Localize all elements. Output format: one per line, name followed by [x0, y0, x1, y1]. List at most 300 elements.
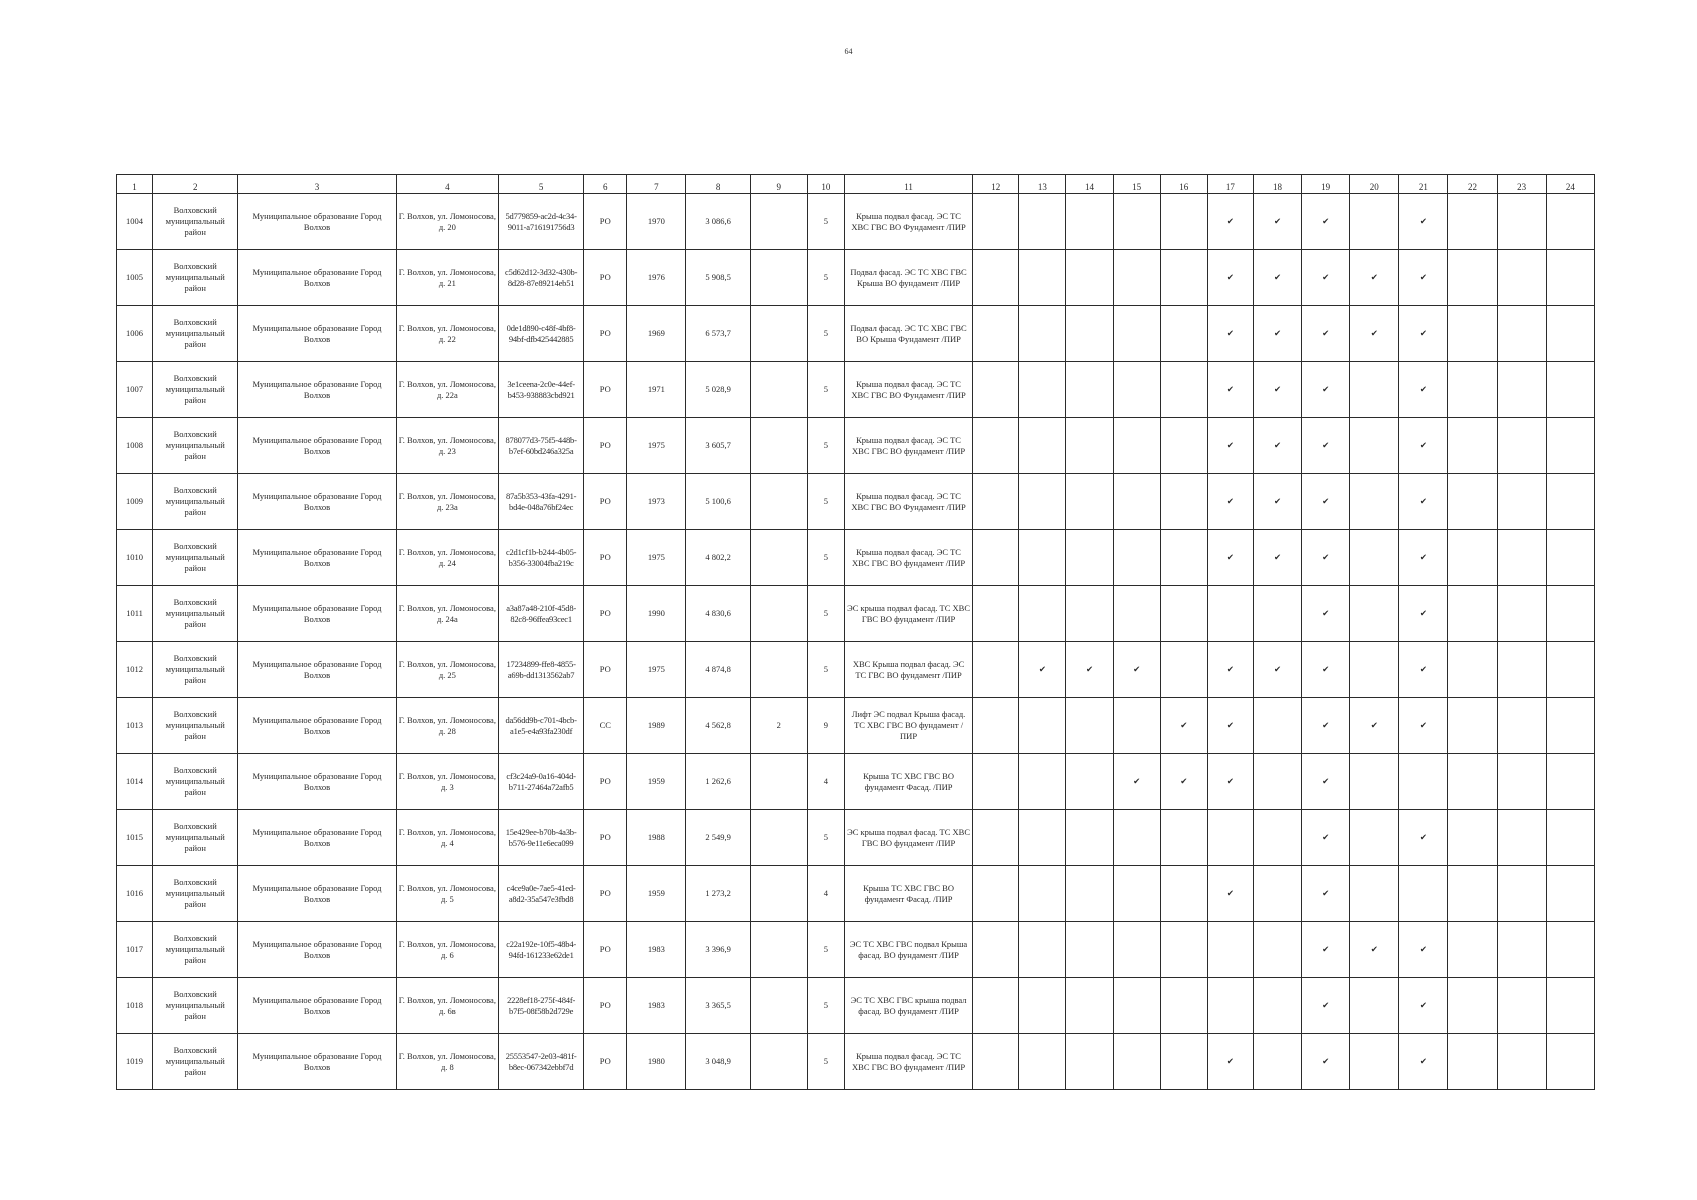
column-number-1: 1 — [117, 175, 153, 194]
empty-cell — [1399, 866, 1448, 922]
column-9-cell — [750, 194, 807, 250]
empty-cell — [1350, 194, 1399, 250]
check-mark-icon: ✔ — [1350, 698, 1399, 754]
empty-cell — [1546, 530, 1594, 586]
empty-cell — [1113, 698, 1160, 754]
check-mark-icon: ✔ — [1302, 530, 1350, 586]
check-mark-icon: ✔ — [1399, 530, 1448, 586]
empty-cell — [1448, 418, 1497, 474]
empty-cell — [1497, 866, 1546, 922]
district-cell: Волховский муниципальный район — [153, 418, 238, 474]
wall-material-cell: РО — [584, 810, 627, 866]
address-cell: Г. Волхов, ул. Ломоносова, д. 24 — [396, 530, 498, 586]
works-list-cell: Подвал фасад. ЭС ТС ХВС ГВС ВО Крыша Фундамент /ПИР — [844, 306, 972, 362]
wall-material-cell: РО — [584, 530, 627, 586]
empty-cell — [973, 698, 1019, 754]
table-row — [117, 978, 1595, 1034]
empty-cell — [1546, 306, 1594, 362]
district-cell: Волховский муниципальный район — [153, 810, 238, 866]
total-area-cell: 3 048,9 — [686, 1034, 750, 1090]
empty-cell — [1160, 810, 1207, 866]
municipality-cell: Муниципальное образование Город Волхов — [238, 194, 396, 250]
total-area-cell: 2 549,9 — [686, 810, 750, 866]
check-mark-icon: ✔ — [1302, 250, 1350, 306]
floors-cell: 5 — [807, 194, 844, 250]
address-cell: Г. Волхов, ул. Ломоносова, д. 4 — [396, 810, 498, 866]
floors-cell: 5 — [807, 978, 844, 1034]
wall-material-cell: РО — [584, 362, 627, 418]
empty-cell — [1253, 810, 1301, 866]
empty-cell — [1546, 642, 1594, 698]
empty-cell — [1160, 586, 1207, 642]
empty-cell — [1253, 754, 1301, 810]
empty-cell — [1497, 1034, 1546, 1090]
floors-cell: 4 — [807, 866, 844, 922]
empty-cell — [1113, 866, 1160, 922]
check-mark-icon: ✔ — [1207, 530, 1253, 586]
housing-register-table — [116, 174, 1595, 1090]
row-number: 1014 — [117, 754, 153, 810]
empty-cell — [1207, 978, 1253, 1034]
municipality-cell: Муниципальное образование Город Волхов — [238, 922, 396, 978]
district-cell: Волховский муниципальный район — [153, 754, 238, 810]
empty-cell — [1113, 306, 1160, 362]
total-area-cell: 1 273,2 — [686, 866, 750, 922]
empty-cell — [1019, 362, 1066, 418]
municipality-cell: Муниципальное образование Город Волхов — [238, 754, 396, 810]
table-row — [117, 418, 1595, 474]
table-row — [117, 642, 1595, 698]
check-mark-icon: ✔ — [1399, 922, 1448, 978]
wall-material-cell: РО — [584, 754, 627, 810]
empty-cell — [1350, 866, 1399, 922]
check-mark-icon: ✔ — [1207, 362, 1253, 418]
works-list-cell: Крыша подвал фасад. ЭС ТС ХВС ГВС ВО фундамент /ПИР — [844, 418, 972, 474]
empty-cell — [1497, 418, 1546, 474]
check-mark-icon: ✔ — [1399, 250, 1448, 306]
municipality-cell: Муниципальное образование Город Волхов — [238, 866, 396, 922]
empty-cell — [1160, 474, 1207, 530]
column-9-cell — [750, 250, 807, 306]
table-row — [117, 922, 1595, 978]
empty-cell — [1253, 978, 1301, 1034]
wall-material-cell: РО — [584, 306, 627, 362]
check-mark-icon: ✔ — [1399, 698, 1448, 754]
empty-cell — [1019, 194, 1066, 250]
empty-cell — [1546, 698, 1594, 754]
house-id-cell: cf3c24a9-0a16-404d-b711-27464a72afb5 — [499, 754, 584, 810]
empty-cell — [1546, 362, 1594, 418]
house-id-cell: c22a192e-10f5-48b4-94fd-161233e62de1 — [499, 922, 584, 978]
total-area-cell: 3 365,5 — [686, 978, 750, 1034]
house-id-cell: c5d62d12-3d32-430b-8d28-87e89214eb51 — [499, 250, 584, 306]
total-area-cell: 3 396,9 — [686, 922, 750, 978]
row-number: 1005 — [117, 250, 153, 306]
year-built-cell: 1971 — [627, 362, 686, 418]
column-number-9: 9 — [750, 175, 807, 194]
empty-cell — [1350, 586, 1399, 642]
house-id-cell: 878077d3-75f5-448b-b7ef-60bd246a325a — [499, 418, 584, 474]
empty-cell — [973, 978, 1019, 1034]
empty-cell — [1066, 698, 1113, 754]
works-list-cell: Крыша ТС ХВС ГВС ВО фундамент Фасад. /ПИР — [844, 866, 972, 922]
row-number: 1011 — [117, 586, 153, 642]
works-list-cell: Крыша подвал фасад. ЭС ТС ХВС ГВС ВО фундамент /ПИР — [844, 530, 972, 586]
year-built-cell: 1990 — [627, 586, 686, 642]
empty-cell — [1350, 530, 1399, 586]
municipality-cell: Муниципальное образование Город Волхов — [238, 586, 396, 642]
empty-cell — [1113, 922, 1160, 978]
check-mark-icon: ✔ — [1207, 474, 1253, 530]
check-mark-icon: ✔ — [1113, 754, 1160, 810]
column-number-row — [117, 175, 1595, 194]
municipality-cell: Муниципальное образование Город Волхов — [238, 306, 396, 362]
empty-cell — [1497, 810, 1546, 866]
wall-material-cell: РО — [584, 418, 627, 474]
empty-cell — [1019, 418, 1066, 474]
check-mark-icon: ✔ — [1302, 922, 1350, 978]
year-built-cell: 1970 — [627, 194, 686, 250]
district-cell: Волховский муниципальный район — [153, 306, 238, 362]
check-mark-icon: ✔ — [1399, 362, 1448, 418]
check-mark-icon: ✔ — [1350, 250, 1399, 306]
column-number-5: 5 — [499, 175, 584, 194]
address-cell: Г. Волхов, ул. Ломоносова, д. 20 — [396, 194, 498, 250]
empty-cell — [1160, 418, 1207, 474]
year-built-cell: 1975 — [627, 642, 686, 698]
column-9-cell — [750, 922, 807, 978]
table-row — [117, 586, 1595, 642]
row-number: 1019 — [117, 1034, 153, 1090]
empty-cell — [1399, 754, 1448, 810]
floors-cell: 5 — [807, 474, 844, 530]
floors-cell: 5 — [807, 418, 844, 474]
empty-cell — [1253, 586, 1301, 642]
empty-cell — [973, 362, 1019, 418]
total-area-cell: 3 086,6 — [686, 194, 750, 250]
column-number-13: 13 — [1019, 175, 1066, 194]
empty-cell — [1113, 978, 1160, 1034]
district-cell: Волховский муниципальный район — [153, 586, 238, 642]
district-cell: Волховский муниципальный район — [153, 866, 238, 922]
works-list-cell: Крыша ТС ХВС ГВС ВО фундамент Фасад. /ПИР — [844, 754, 972, 810]
empty-cell — [1253, 866, 1301, 922]
total-area-cell: 1 262,6 — [686, 754, 750, 810]
check-mark-icon: ✔ — [1302, 1034, 1350, 1090]
floors-cell: 5 — [807, 306, 844, 362]
address-cell: Г. Волхов, ул. Ломоносова, д. 6в — [396, 978, 498, 1034]
check-mark-icon: ✔ — [1399, 418, 1448, 474]
address-cell: Г. Волхов, ул. Ломоносова, д. 21 — [396, 250, 498, 306]
empty-cell — [973, 586, 1019, 642]
register-body — [117, 175, 1595, 1090]
column-9-cell — [750, 474, 807, 530]
column-9-cell — [750, 1034, 807, 1090]
house-id-cell: c2d1cf1b-b244-4b05-b356-33004fba219c — [499, 530, 584, 586]
empty-cell — [1066, 810, 1113, 866]
column-9-cell — [750, 978, 807, 1034]
check-mark-icon: ✔ — [1399, 810, 1448, 866]
column-9-cell: 2 — [750, 698, 807, 754]
house-id-cell: 3e1ceena-2c0e-44ef-b453-938883cbd921 — [499, 362, 584, 418]
district-cell: Волховский муниципальный район — [153, 362, 238, 418]
year-built-cell: 1959 — [627, 754, 686, 810]
column-number-15: 15 — [1113, 175, 1160, 194]
wall-material-cell: РО — [584, 922, 627, 978]
district-cell: Волховский муниципальный район — [153, 530, 238, 586]
empty-cell — [1350, 418, 1399, 474]
check-mark-icon: ✔ — [1066, 642, 1113, 698]
column-number-21: 21 — [1399, 175, 1448, 194]
empty-cell — [1066, 978, 1113, 1034]
empty-cell — [1497, 698, 1546, 754]
year-built-cell: 1989 — [627, 698, 686, 754]
column-number-24: 24 — [1546, 175, 1594, 194]
empty-cell — [973, 194, 1019, 250]
municipality-cell: Муниципальное образование Город Волхов — [238, 530, 396, 586]
empty-cell — [1546, 250, 1594, 306]
works-list-cell: ЭС ТС ХВС ГВС крыша подвал фасад. ВО фундамент /ПИР — [844, 978, 972, 1034]
empty-cell — [1497, 306, 1546, 362]
column-number-3: 3 — [238, 175, 396, 194]
wall-material-cell: РО — [584, 866, 627, 922]
address-cell: Г. Волхов, ул. Ломоносова, д. 6 — [396, 922, 498, 978]
wall-material-cell: РО — [584, 642, 627, 698]
column-number-20: 20 — [1350, 175, 1399, 194]
empty-cell — [1448, 194, 1497, 250]
floors-cell: 5 — [807, 362, 844, 418]
empty-cell — [1546, 194, 1594, 250]
empty-cell — [1113, 474, 1160, 530]
empty-cell — [1448, 698, 1497, 754]
empty-cell — [1448, 978, 1497, 1034]
column-number-11: 11 — [844, 175, 972, 194]
wall-material-cell: РО — [584, 250, 627, 306]
check-mark-icon: ✔ — [1253, 306, 1301, 362]
check-mark-icon: ✔ — [1399, 306, 1448, 362]
column-number-12: 12 — [973, 175, 1019, 194]
empty-cell — [1066, 418, 1113, 474]
check-mark-icon: ✔ — [1399, 1034, 1448, 1090]
empty-cell — [1448, 530, 1497, 586]
row-number: 1013 — [117, 698, 153, 754]
year-built-cell: 1980 — [627, 1034, 686, 1090]
house-id-cell: 87a5b353-43fa-4291-bd4e-048a76bf24ec — [499, 474, 584, 530]
empty-cell — [1160, 866, 1207, 922]
column-9-cell — [750, 866, 807, 922]
empty-cell — [1546, 866, 1594, 922]
table-row — [117, 1034, 1595, 1090]
empty-cell — [1207, 810, 1253, 866]
total-area-cell: 5 028,9 — [686, 362, 750, 418]
table-row — [117, 194, 1595, 250]
empty-cell — [1497, 194, 1546, 250]
empty-cell — [1497, 586, 1546, 642]
check-mark-icon: ✔ — [1399, 474, 1448, 530]
address-cell: Г. Волхов, ул. Ломоносова, д. 8 — [396, 1034, 498, 1090]
empty-cell — [1253, 1034, 1301, 1090]
district-cell: Волховский муниципальный район — [153, 194, 238, 250]
works-list-cell: Подвал фасад. ЭС ТС ХВС ГВС Крыша ВО фундамент /ПИР — [844, 250, 972, 306]
empty-cell — [1113, 362, 1160, 418]
column-number-18: 18 — [1253, 175, 1301, 194]
column-9-cell — [750, 362, 807, 418]
works-list-cell: Крыша подвал фасад. ЭС ТС ХВС ГВС ВО фундамент /ПИР — [844, 1034, 972, 1090]
floors-cell: 5 — [807, 530, 844, 586]
empty-cell — [1448, 866, 1497, 922]
works-list-cell: ХВС Крыша подвал фасад. ЭС ТС ГВС ВО фундамент /ПИР — [844, 642, 972, 698]
empty-cell — [1546, 922, 1594, 978]
empty-cell — [1546, 474, 1594, 530]
works-list-cell: Лифт ЭС подвал Крыша фасад. ТС ХВС ГВС ВО фундамент /ПИР — [844, 698, 972, 754]
address-cell: Г. Волхов, ул. Ломоносова, д. 24а — [396, 586, 498, 642]
municipality-cell: Муниципальное образование Город Волхов — [238, 978, 396, 1034]
floors-cell: 5 — [807, 922, 844, 978]
year-built-cell: 1983 — [627, 922, 686, 978]
empty-cell — [973, 922, 1019, 978]
empty-cell — [1350, 362, 1399, 418]
municipality-cell: Муниципальное образование Город Волхов — [238, 810, 396, 866]
empty-cell — [1448, 810, 1497, 866]
empty-cell — [1113, 810, 1160, 866]
check-mark-icon: ✔ — [1399, 194, 1448, 250]
wall-material-cell: РО — [584, 978, 627, 1034]
empty-cell — [1448, 250, 1497, 306]
works-list-cell: ЭС крыша подвал фасад. ТС ХВС ГВС ВО фундамент /ПИР — [844, 810, 972, 866]
table-row — [117, 698, 1595, 754]
empty-cell — [1160, 362, 1207, 418]
check-mark-icon: ✔ — [1160, 754, 1207, 810]
empty-cell — [1350, 978, 1399, 1034]
total-area-cell: 4 562,8 — [686, 698, 750, 754]
check-mark-icon: ✔ — [1302, 362, 1350, 418]
floors-cell: 5 — [807, 1034, 844, 1090]
year-built-cell: 1969 — [627, 306, 686, 362]
empty-cell — [1448, 586, 1497, 642]
row-number: 1017 — [117, 922, 153, 978]
total-area-cell: 4 874,8 — [686, 642, 750, 698]
row-number: 1018 — [117, 978, 153, 1034]
empty-cell — [1066, 866, 1113, 922]
wall-material-cell: РО — [584, 474, 627, 530]
empty-cell — [1113, 586, 1160, 642]
column-9-cell — [750, 306, 807, 362]
floors-cell: 5 — [807, 586, 844, 642]
empty-cell — [1066, 194, 1113, 250]
empty-cell — [1066, 754, 1113, 810]
floors-cell: 5 — [807, 250, 844, 306]
check-mark-icon: ✔ — [1253, 530, 1301, 586]
check-mark-icon: ✔ — [1302, 978, 1350, 1034]
year-built-cell: 1976 — [627, 250, 686, 306]
check-mark-icon: ✔ — [1113, 642, 1160, 698]
empty-cell — [1019, 306, 1066, 362]
check-mark-icon: ✔ — [1302, 418, 1350, 474]
empty-cell — [1066, 922, 1113, 978]
empty-cell — [1497, 362, 1546, 418]
municipality-cell: Муниципальное образование Город Волхов — [238, 418, 396, 474]
check-mark-icon: ✔ — [1207, 418, 1253, 474]
district-cell: Волховский муниципальный район — [153, 642, 238, 698]
empty-cell — [1113, 250, 1160, 306]
municipality-cell: Муниципальное образование Город Волхов — [238, 1034, 396, 1090]
check-mark-icon: ✔ — [1207, 698, 1253, 754]
municipality-cell: Муниципальное образование Город Волхов — [238, 474, 396, 530]
house-id-cell: da56dd9b-c701-4bcb-a1e5-e4a93fa230df — [499, 698, 584, 754]
column-9-cell — [750, 810, 807, 866]
empty-cell — [1448, 362, 1497, 418]
row-number: 1015 — [117, 810, 153, 866]
column-number-7: 7 — [627, 175, 686, 194]
house-id-cell: 2228ef18-275f-484f-b7f5-08f58b2d729e — [499, 978, 584, 1034]
wall-material-cell: РО — [584, 194, 627, 250]
column-number-14: 14 — [1066, 175, 1113, 194]
empty-cell — [1113, 1034, 1160, 1090]
empty-cell — [1350, 754, 1399, 810]
address-cell: Г. Волхов, ул. Ломоносова, д. 22а — [396, 362, 498, 418]
table-row — [117, 250, 1595, 306]
empty-cell — [1546, 586, 1594, 642]
floors-cell: 5 — [807, 810, 844, 866]
empty-cell — [1066, 250, 1113, 306]
house-id-cell: c4ce9a0e-7ae5-41ed-a8d2-35a547e3fbd8 — [499, 866, 584, 922]
works-list-cell: ЭС крыша подвал фасад. ТС ХВС ГВС ВО фундамент /ПИР — [844, 586, 972, 642]
row-number: 1009 — [117, 474, 153, 530]
column-9-cell — [750, 642, 807, 698]
house-id-cell: 0de1d890-c48f-4bf8-94bf-dfb425442885 — [499, 306, 584, 362]
check-mark-icon: ✔ — [1207, 754, 1253, 810]
floors-cell: 4 — [807, 754, 844, 810]
works-list-cell: Крыша подвал фасад. ЭС ТС ХВС ГВС ВО Фундамент /ПИР — [844, 194, 972, 250]
empty-cell — [1019, 586, 1066, 642]
works-list-cell: ЭС ТС ХВС ГВС подвал Крыша фасад. ВО фундамент /ПИР — [844, 922, 972, 978]
municipality-cell: Муниципальное образование Город Волхов — [238, 250, 396, 306]
empty-cell — [1546, 978, 1594, 1034]
empty-cell — [1160, 922, 1207, 978]
column-number-16: 16 — [1160, 175, 1207, 194]
district-cell: Волховский муниципальный район — [153, 978, 238, 1034]
municipality-cell: Муниципальное образование Город Волхов — [238, 642, 396, 698]
table-row — [117, 306, 1595, 362]
empty-cell — [1448, 642, 1497, 698]
empty-cell — [1019, 754, 1066, 810]
empty-cell — [1253, 922, 1301, 978]
check-mark-icon: ✔ — [1302, 754, 1350, 810]
total-area-cell: 5 100,6 — [686, 474, 750, 530]
district-cell: Волховский муниципальный район — [153, 698, 238, 754]
column-9-cell — [750, 530, 807, 586]
column-number-19: 19 — [1302, 175, 1350, 194]
check-mark-icon: ✔ — [1399, 978, 1448, 1034]
total-area-cell: 4 802,2 — [686, 530, 750, 586]
total-area-cell: 5 908,5 — [686, 250, 750, 306]
total-area-cell: 3 605,7 — [686, 418, 750, 474]
district-cell: Волховский муниципальный район — [153, 474, 238, 530]
empty-cell — [1497, 250, 1546, 306]
check-mark-icon: ✔ — [1302, 306, 1350, 362]
empty-cell — [1066, 474, 1113, 530]
wall-material-cell: РО — [584, 1034, 627, 1090]
check-mark-icon: ✔ — [1302, 474, 1350, 530]
house-id-cell: a3a87a48-210f-45d8-82c8-96ffea93cec1 — [499, 586, 584, 642]
empty-cell — [1113, 530, 1160, 586]
empty-cell — [1448, 754, 1497, 810]
table-row — [117, 530, 1595, 586]
empty-cell — [1448, 306, 1497, 362]
empty-cell — [1497, 754, 1546, 810]
empty-cell — [1019, 810, 1066, 866]
empty-cell — [1160, 1034, 1207, 1090]
